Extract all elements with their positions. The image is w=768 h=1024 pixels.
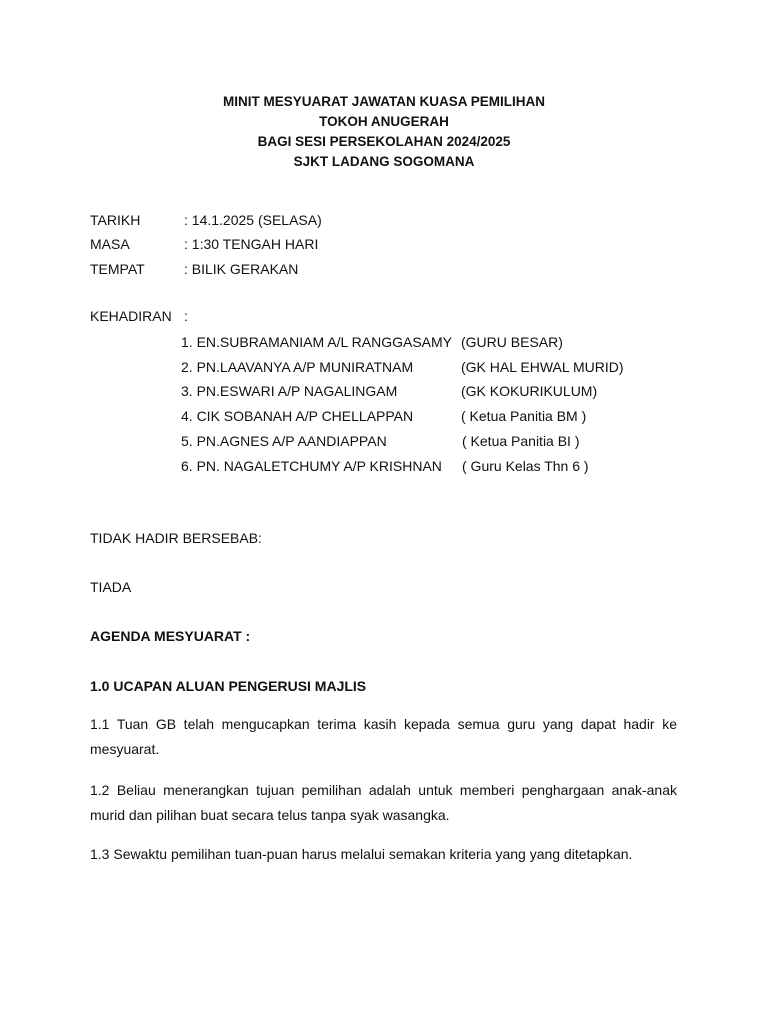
agenda-item-1-3: 1.3 Sewaktu pemilihan tuan-puan harus melalui semakan kriteria yang yang ditetapkan. bbox=[90, 846, 633, 862]
attendee-name: 5. PN.AGNES A/P AANDIAPPAN bbox=[181, 433, 387, 449]
attendance-label: KEHADIRAN bbox=[90, 308, 172, 324]
time-value: : 1:30 TENGAH HARI bbox=[184, 236, 319, 252]
title-line-3: BAGI SESI PERSEKOLAHAN 2024/2025 bbox=[257, 134, 511, 149]
place-value: : BILIK GERAKAN bbox=[184, 261, 299, 277]
date-value: : 14.1.2025 (SELASA) bbox=[184, 212, 322, 228]
attendee-role: (GURU BESAR) bbox=[461, 334, 563, 350]
place-label: TEMPAT bbox=[90, 261, 145, 277]
agenda-item-1-1: 1.1 Tuan GB telah mengucapkan terima kasih kepada semua guru yang dapat hadir ke mesyuarat. bbox=[90, 716, 677, 757]
agenda-item-1-2: 1.2 Beliau menerangkan tujuan pemilihan adalah untuk memberi penghargaan anak-anak murid dan pilihan buat secara telus tanpa syak wasangka. bbox=[90, 782, 677, 823]
attendee-name: 1. EN.SUBRAMANIAM A/L RANGGASAMY bbox=[181, 334, 452, 350]
attendee-role: ( Guru Kelas Thn 6 ) bbox=[462, 458, 589, 474]
attendee-name: 2. PN.LAAVANYA A/P MUNIRATNAM bbox=[181, 359, 414, 375]
agenda-heading: AGENDA MESYUARAT : bbox=[90, 628, 251, 644]
document-title bbox=[0, 92, 768, 172]
date-label: TARIKH bbox=[90, 212, 141, 228]
section-1-heading: 1.0 UCAPAN ALUAN PENGERUSI MAJLIS bbox=[90, 678, 367, 694]
absent-value: TIADA bbox=[90, 579, 132, 595]
attendee-role: ( Ketua Panitia BI ) bbox=[462, 433, 580, 449]
attendee-role: (GK KOKURIKULUM) bbox=[461, 383, 598, 399]
time-label: MASA bbox=[90, 236, 130, 252]
attendee-role: (GK HAL EHWAL MURID) bbox=[461, 359, 624, 375]
attendance-colon: : bbox=[184, 308, 188, 324]
title-line-2: TOKOH ANUGERAH bbox=[319, 114, 449, 129]
attendee-name: 3. PN.ESWARI A/P NAGALINGAM bbox=[181, 383, 398, 399]
title-line-1: MINIT MESYUARAT JAWATAN KUASA PEMILIHAN bbox=[223, 94, 545, 109]
attendee-role: ( Ketua Panitia BM ) bbox=[461, 408, 587, 424]
absent-label: TIDAK HADIR BERSEBAB: bbox=[90, 530, 262, 546]
attendee-name: 6. PN. NAGALETCHUMY A/P KRISHNAN bbox=[181, 458, 442, 474]
title-line-4: SJKT LADANG SOGOMANA bbox=[293, 154, 475, 169]
attendee-name: 4. CIK SOBANAH A/P CHELLAPPAN bbox=[181, 408, 414, 424]
